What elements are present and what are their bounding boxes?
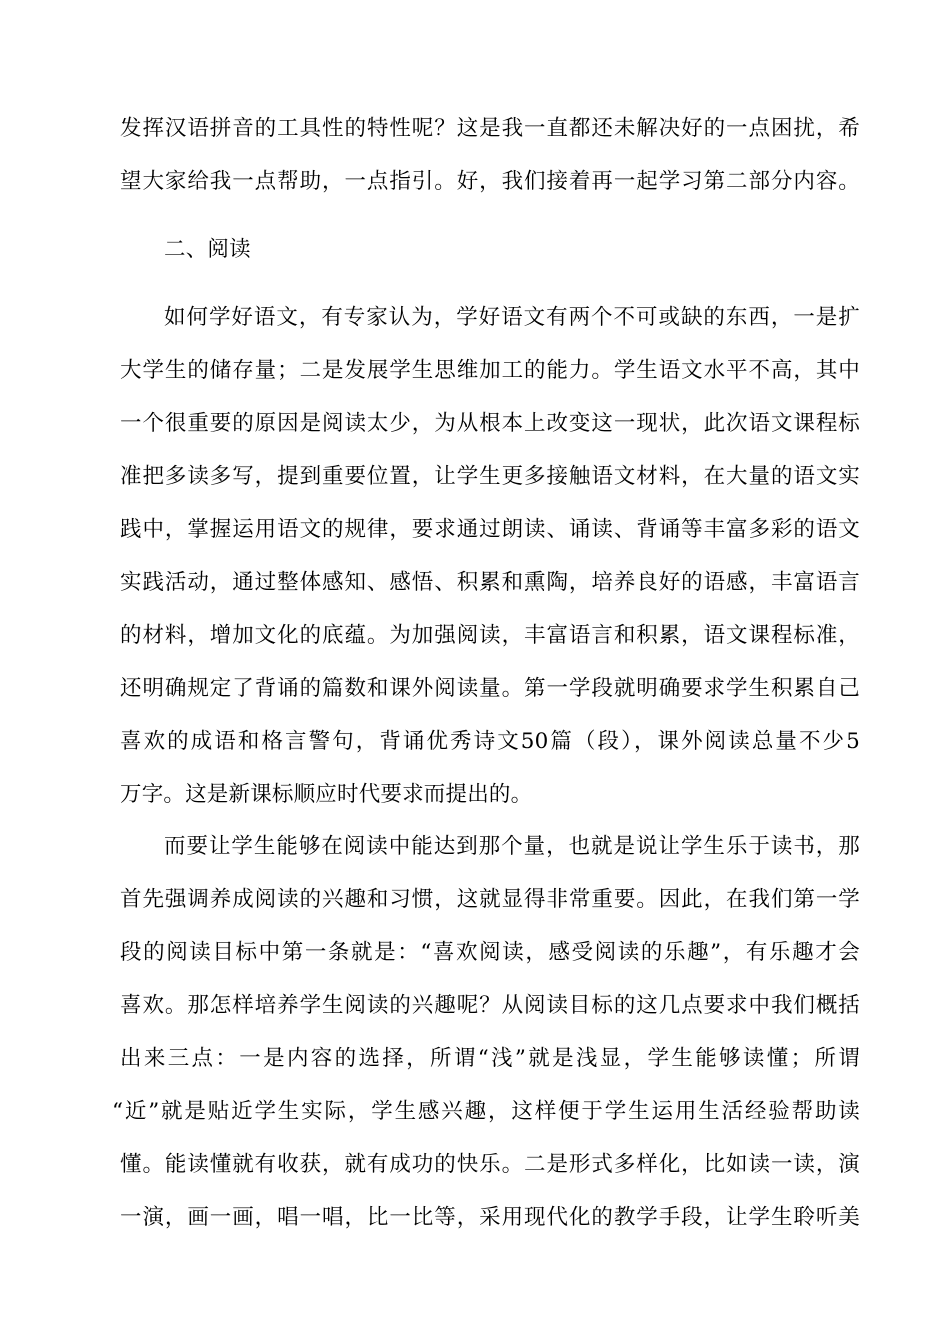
text-line: “近”就是贴近学生实际，学生感兴趣，这样便于学生运用生活经验帮助读: [112, 1099, 860, 1124]
text-line: 还明确规定了背诵的篇数和课外阅读量。第一学段就明确要求学生积累自己: [120, 676, 860, 701]
text-line: 发挥汉语拼音的工具性的特性呢？这是我一直都还未解决好的一点困扰，希: [120, 116, 860, 141]
text-line: 践中，掌握运用语文的规律，要求通过朗读、诵读、背诵等丰富多彩的语文: [120, 517, 860, 542]
text-line: 如何学好语文，有专家认为，学好语文有两个不可或缺的东西，一是扩: [164, 305, 860, 330]
text-line: 段的阅读目标中第一条就是：“喜欢阅读，感受阅读的乐趣”，有乐趣才会: [120, 940, 860, 965]
text-line: 万字。这是新课标顺应时代要求而提出的。: [120, 782, 533, 807]
text-line: 懂。能读懂就有收获，就有成功的快乐。二是形式多样化，比如读一读，演: [120, 1152, 860, 1177]
text-line: 一个很重要的原因是阅读太少，为从根本上改变这一现状，此次语文课程标: [120, 411, 860, 436]
text-line: 望大家给我一点帮助，一点指引。好，我们接着再一起学习第二部分内容。: [120, 169, 860, 194]
text-line: 出来三点：一是内容的选择，所谓“浅”就是浅显，学生能够读懂；所谓: [120, 1046, 860, 1071]
text-line: 准把多读多写，提到重要位置，让学生更多接触语文材料，在大量的语文实: [120, 464, 860, 489]
text-line: 一演，画一画，唱一唱，比一比等，采用现代化的教学手段，让学生聆听美: [120, 1205, 860, 1230]
text-line: 的材料，增加文化的底蕴。为加强阅读，丰富语言和积累，语文课程标准，: [120, 623, 860, 648]
section-heading: 二、阅读: [164, 237, 251, 262]
text-line: 实践活动，通过整体感知、感悟、积累和熏陶，培养良好的语感，丰富语言: [120, 570, 860, 595]
text-line: 大学生的储存量；二是发展学生思维加工的能力。学生语文水平不高，其中: [120, 358, 860, 383]
text-line: 首先强调养成阅读的兴趣和习惯，这就显得非常重要。因此，在我们第一学: [120, 887, 860, 912]
text-line: 喜欢。那怎样培养学生阅读的兴趣呢？从阅读目标的这几点要求中我们概括: [120, 993, 860, 1018]
text-line: 喜欢的成语和格言警句，背诵优秀诗文50篇（段），课外阅读总量不少5: [120, 729, 860, 754]
text-line: 而要让学生能够在阅读中能达到那个量，也就是说让学生乐于读书，那: [164, 834, 860, 859]
